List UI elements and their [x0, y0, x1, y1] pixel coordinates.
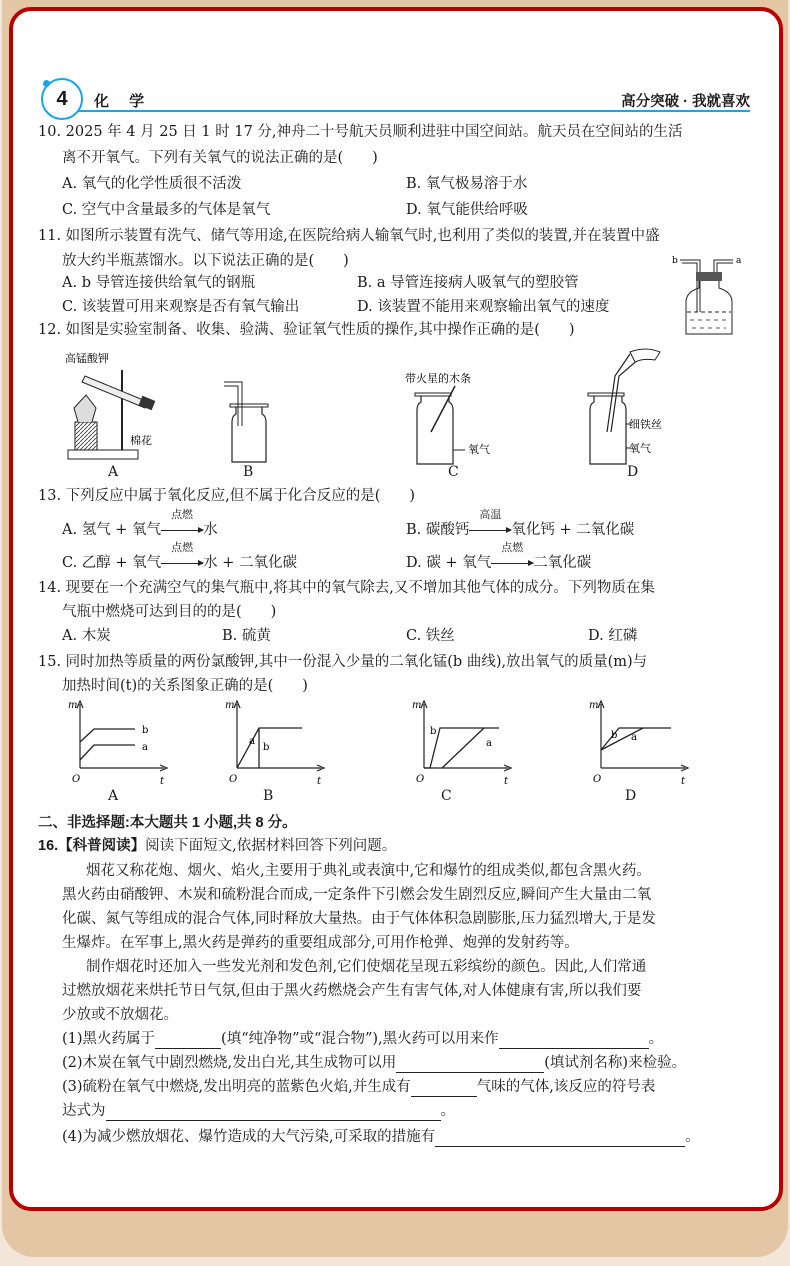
passage-line: 黑火药由硝酸钾、木炭和硫粉混合而成,一定条件下引燃会发生剧烈反应,瞬间产生大量由二氧	[62, 887, 652, 903]
section-title: 二、非选择题:本大题共 1 小题,共 8 分。	[38, 815, 297, 831]
q11-stem: 11. 如图所示装置有洗气、储气等用途,在医院给病人输氧气时,也利用了类似的装置,并在装置中盛	[38, 228, 660, 244]
q11-option-c: C. 该装置可用来观察是否有氧气输出	[62, 299, 300, 315]
text: 达式为	[62, 1103, 106, 1119]
text: (填试剂名称)来检验。	[544, 1055, 687, 1071]
figure-a-heating-apparatus	[60, 350, 170, 465]
passage-line: 制作烟花时还加入一些发光剂和发色剂,它们使烟花呈现五彩缤纷的颜色。因此,人们常通	[86, 959, 647, 975]
answer-blank[interactable]	[106, 1104, 441, 1121]
q16-sub4	[62, 1127, 700, 1147]
answer-blank[interactable]	[155, 1032, 221, 1049]
dot-icon	[43, 80, 50, 87]
passage-line: 生爆炸。在军事上,黑火药是弹药的重要组成部分,可用作枪弹、炮弹的发射药等。	[62, 935, 579, 951]
axes	[234, 701, 324, 771]
q11-option-b: B. a 导管连接病人吸氧气的塑胶管	[357, 275, 579, 291]
q12-caption-a: A	[108, 464, 119, 480]
y-axis-label: m	[68, 700, 78, 711]
q15-caption-c: C	[441, 788, 452, 804]
reactants: A. 氢气 + 氧气	[62, 522, 162, 538]
q15-graph-a	[60, 698, 175, 788]
origin-label: O	[229, 774, 238, 785]
q11-stem-2: 放大约半瓶蒸馏水。以下说法正确的是( )	[62, 253, 349, 269]
curve-b-label: b	[611, 730, 618, 741]
q16-sub3	[62, 1077, 655, 1097]
origin-label: O	[416, 774, 425, 785]
y-axis-label: m	[412, 700, 422, 711]
origin-label: O	[593, 774, 602, 785]
tube-b-label: b	[672, 256, 678, 266]
curve-a-label: a	[486, 738, 492, 749]
answer-blank[interactable]	[435, 1130, 685, 1147]
q12-caption-d: D	[627, 464, 639, 480]
figure-c-oxygen-test	[405, 370, 505, 465]
passage-line: 少放或不放烟花。	[62, 1007, 178, 1023]
q15-caption-d: D	[625, 788, 637, 804]
axes	[77, 701, 167, 771]
q10-option-c: C. 空气中含量最多的气体是氧气	[62, 202, 271, 218]
cotton-label: 棉花	[130, 434, 152, 447]
products: 水	[203, 522, 218, 538]
curve-a	[80, 745, 135, 760]
tube-a-label: a	[736, 256, 742, 266]
curve-b	[80, 729, 135, 742]
passage-line: 过燃放烟花来烘托节日气氛,但由于黑火药燃烧会产生有害气体,对人体健康有害,所以我们要	[62, 983, 642, 999]
answer-blank[interactable]	[411, 1080, 477, 1097]
text: 。	[648, 1031, 664, 1047]
condition: 点燃	[501, 541, 524, 554]
q15-graph-c	[404, 698, 519, 788]
q15-graph-b	[217, 698, 332, 788]
products: 二氧化碳	[533, 555, 592, 571]
q14-option-d: D. 红磷	[588, 628, 638, 644]
curve-a-label: a	[249, 736, 255, 747]
iron-wire-label: 细铁丝	[629, 418, 662, 431]
x-axis-label: t	[317, 776, 322, 787]
q15-stem-2: 加热时间(t)的关系图象正确的是( )	[62, 678, 308, 694]
passage-line: 烟花又称花炮、烟火、焰火,主要用于典礼或表演中,它和爆竹的组成类似,都包含黑火药。	[86, 863, 651, 879]
answer-blank[interactable]	[396, 1056, 544, 1073]
curve-a-label: a	[142, 742, 148, 753]
q14-option-c: C. 铁丝	[406, 628, 455, 644]
origin-label: O	[72, 774, 81, 785]
q13-option-d	[406, 541, 592, 573]
x-axis-label: t	[160, 776, 165, 787]
q14-option-a: A. 木炭	[62, 628, 111, 644]
text: (4)为减少燃放烟花、爆竹造成的大气污染,可采取的措施有	[62, 1129, 436, 1145]
passage-line: 化碳、氮气等组成的混合气体,同时释放大量热。由于气体体积急剧膨胀,压力猛烈增大,于是发	[62, 911, 656, 927]
glowing-splint-label: 带火星的木条	[405, 372, 471, 385]
curve-b-label: b	[142, 725, 149, 736]
q13-option-b	[406, 508, 635, 540]
series-title: 高分突破 · 我就喜欢	[621, 94, 750, 110]
q10-option-b: B. 氧气极易溶于水	[406, 176, 528, 192]
products: 氧化钙 + 二氧化碳	[511, 522, 635, 538]
q11-option-d: D. 该装置不能用来观察输出氧气的速度	[357, 299, 610, 315]
q10-stem: 10. 2025 年 4 月 25 日 1 时 17 分,神舟二十号航天员顺利进驻中国空间站。航天员在空间站的生活	[38, 124, 683, 140]
potassium-permanganate-label: 高锰酸钾	[65, 352, 109, 365]
q16-sub3-cont	[62, 1101, 455, 1121]
q10-option-a: A. 氧气的化学性质很不活泼	[62, 176, 242, 192]
curve-b-label: b	[263, 742, 270, 753]
q16-sub2	[62, 1053, 686, 1073]
condition: 高温	[479, 508, 502, 521]
q14-stem: 14. 现要在一个充满空气的集气瓶中,将其中的氧气除去,又不增加其他气体的成分。下列物质在集	[38, 580, 655, 596]
text: (1)黑火药属于	[62, 1031, 156, 1047]
reaction-arrow-icon	[161, 508, 203, 540]
x-axis-label: t	[681, 776, 686, 787]
curve-a	[237, 728, 302, 768]
text: 。	[685, 1129, 700, 1145]
text: (填“纯净物”或“混合物”),黑火药可以用来作	[221, 1031, 499, 1047]
oxygen-label: 氧气	[468, 443, 490, 456]
figure-b-collection-bottle	[222, 380, 272, 465]
q14-stem-2: 气瓶中燃烧可达到目的的是( )	[62, 604, 277, 620]
answer-blank[interactable]	[499, 1032, 649, 1049]
reaction-arrow-icon	[469, 508, 511, 540]
y-axis-label: m	[589, 700, 599, 711]
x-axis-label: t	[504, 776, 509, 787]
text: (2)木炭在氧气中剧烈燃烧,发出白光,其生成物可以用	[62, 1055, 397, 1071]
reaction-arrow-icon	[161, 541, 203, 573]
oxygen-label-d: 氧气	[629, 442, 651, 455]
reactants: D. 碳 + 氧气	[406, 555, 492, 571]
q16-intro: 阅读下面短文,依据材料回答下列问题。	[145, 838, 397, 854]
curve-b-label: b	[430, 726, 437, 737]
text: 。	[440, 1103, 455, 1119]
q10-stem-2: 离不开氧气。下列有关氧气的说法正确的是( )	[62, 150, 378, 166]
q16-tag: 16.【科普阅读】	[38, 838, 146, 854]
q15-caption-b: B	[263, 788, 274, 804]
reaction-arrow-icon	[491, 541, 533, 573]
condition: 点燃	[171, 541, 194, 554]
q13-stem: 13. 下列反应中属于氧化反应,但不属于化合反应的是( )	[38, 488, 416, 504]
q15-caption-a: A	[108, 788, 119, 804]
condition: 点燃	[171, 508, 194, 521]
q11-option-a: A. b 导管连接供给氧气的钢瓶	[62, 275, 256, 291]
curve-a	[442, 728, 484, 768]
page-number: 4	[41, 78, 83, 120]
q13-option-a	[62, 508, 218, 540]
q14-option-b: B. 硫黄	[222, 628, 271, 644]
gas-washing-bottle-figure	[670, 252, 750, 337]
q12-caption-c: C	[448, 464, 459, 480]
q15-stem: 15. 同时加热等质量的两份氯酸钾,其中一份混入少量的二氧化锰(b 曲线),放出氧气的质量(m)与	[38, 654, 648, 670]
q15-graph-d	[581, 698, 696, 788]
reactants: C. 乙醇 + 氧气	[62, 555, 162, 571]
subject-title: 化 学	[94, 93, 153, 110]
text: 气味的气体,该反应的符号表	[476, 1079, 656, 1095]
figure-d-iron-wire-combustion	[585, 346, 695, 465]
curve-a-label: a	[631, 732, 637, 743]
q16-stem	[38, 836, 396, 856]
products: 水 + 二氧化碳	[203, 555, 298, 571]
text: (3)硫粉在氧气中燃烧,发出明亮的蓝紫色火焰,并生成有	[62, 1079, 411, 1095]
y-axis-label: m	[225, 700, 235, 711]
q12-stem: 12. 如图是实验室制备、收集、验满、验证氧气性质的操作,其中操作正确的是( )	[38, 322, 575, 338]
q13-option-c	[62, 541, 298, 573]
q10-option-d: D. 氧气能供给呼吸	[406, 202, 528, 218]
q12-caption-b: B	[243, 464, 254, 480]
q16-sub1	[62, 1029, 663, 1049]
reactants: B. 碳酸钙	[406, 522, 470, 538]
